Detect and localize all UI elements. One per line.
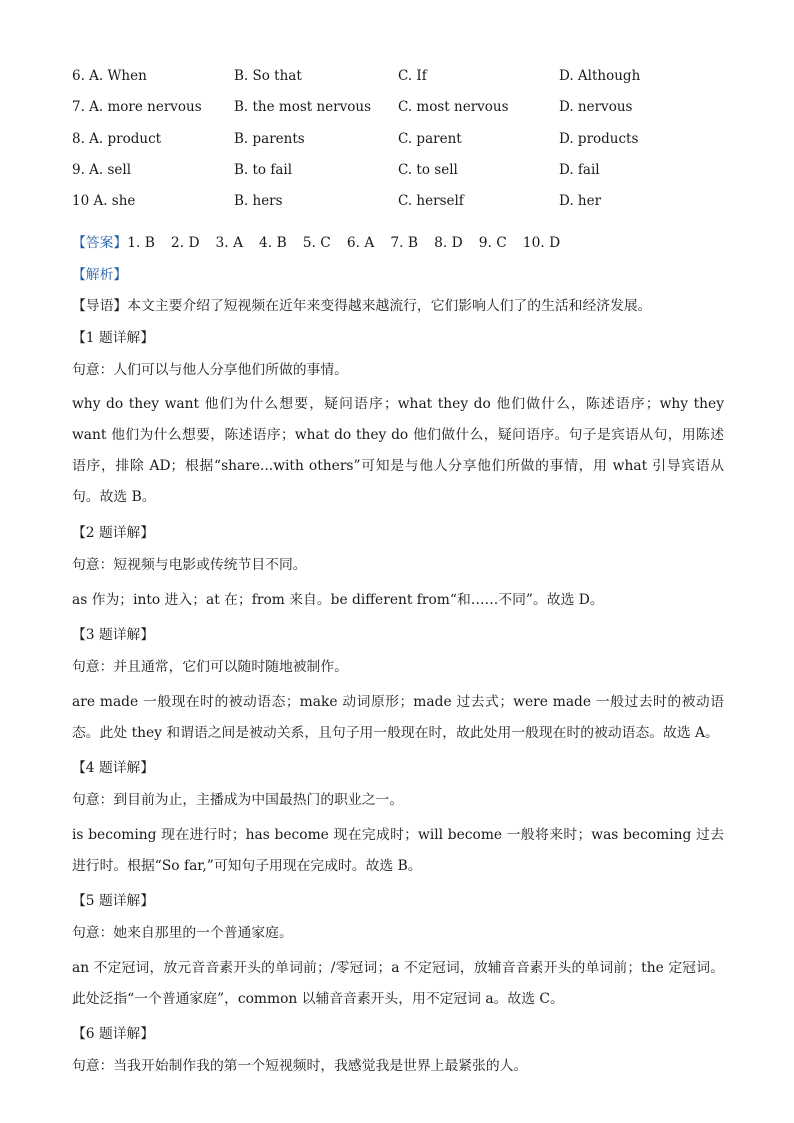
answer-item: 6. A — [346, 235, 375, 251]
detail-heading-6: 【6 题详解】 — [72, 1026, 155, 1043]
option-c: C. most nervous — [398, 99, 509, 116]
detail-meaning-1: 句意：人们可以与他人分享他们所做的事情。 — [72, 361, 348, 378]
detail-explain-2: as 作为；into 进入；at 在；from 来自。be different from“和……不同”。故选 D。 — [72, 591, 604, 608]
detail-meaning-5: 句意：她来自那里的一个普通家庭。 — [72, 925, 293, 941]
option-c: C. If — [398, 68, 427, 84]
option-list — [72, 66, 732, 222]
detail-meaning-3: 句意：并且通常，它们可以随时随地被制作。 — [72, 658, 348, 675]
answer-item: 2. D — [170, 235, 200, 251]
option-row-7 — [72, 97, 732, 128]
guide-text: 【导语】本文主要介绍了短视频在近年来变得越来越流行，它们影响人们了的生活和经济发展。 — [72, 298, 652, 315]
option-d: D. nervous — [559, 99, 633, 116]
answer-item: 1. B — [127, 235, 155, 251]
detail-explain-5: an 不定冠词，放元音音素开头的单词前；/零冠词；a 不定冠词，放辅音音素开头的单词前；the 定冠词。此处泛指“一个普通家庭”，common 以辅音音素开头，用不定冠词 a。故选 C。 — [72, 959, 724, 1007]
detail-heading-4: 【4 题详解】 — [72, 760, 155, 777]
detail-heading-3: 【3 题详解】 — [72, 627, 155, 644]
detail-meaning-6: 句意：当我开始制作我的第一个短视频时，我感觉我是世界上最紧张的人。 — [72, 1058, 528, 1075]
answer-item: 3. A — [215, 235, 244, 251]
option-a: 10 A. she — [72, 193, 136, 210]
option-a: 7. A. more nervous — [72, 99, 202, 116]
detail-explain-4: is becoming 现在进行时；has become 现在完成时；will become 一般将来时；was becoming 过去进行时。根据“So far,”可知句子用现在完成时。故选 B。 — [72, 826, 724, 874]
detail-explain-3: are made 一般现在时的被动语态；make 动词原形；made 过去式；were made 一般过去时的被动语态。此处 they 和谓语之间是被动关系，且句子用一般现在时，故此处用一般现在时的被动语态。故选 A。 — [72, 693, 724, 741]
option-d: D. her — [559, 193, 602, 210]
option-d: D. products — [559, 130, 639, 147]
option-row-8 — [72, 129, 732, 160]
option-row-9 — [72, 160, 732, 191]
option-b: B. hers — [234, 193, 283, 210]
option-d: D. Although — [559, 68, 641, 84]
option-b: B. to fail — [234, 161, 293, 178]
option-c: C. parent — [398, 130, 462, 147]
detail-heading-1: 【1 题详解】 — [72, 330, 155, 347]
option-d: D. fail — [559, 161, 600, 178]
answer-item: 5. C — [302, 235, 331, 251]
answer-item: 9. C — [478, 235, 507, 251]
detail-explain-1: why do they want 他们为什么想要，疑问语序；what they do 他们做什么，陈述语序；why they want 他们为什么想要，陈述语序；what do they do 他们做什么，疑问语序。句子是宾语从句，用陈述语序，排除 AD；根据“share...with others”可知是与他人分享他们所做的事情，用 what 引导宾语从句。故选 B。 — [72, 396, 724, 506]
detail-meaning-2: 句意：短视频与电影或传统节目不同。 — [72, 556, 307, 573]
detail-heading-2: 【2 题详解】 — [72, 525, 155, 542]
answer-line — [72, 231, 724, 255]
analysis-section — [72, 231, 724, 1086]
answer-item: 10. D — [522, 235, 561, 251]
option-a: 9. A. sell — [72, 161, 132, 178]
answer-item: 8. D — [434, 235, 463, 251]
option-c: C. herself — [398, 193, 464, 210]
detail-meaning-4: 句意：到目前为止，主播成为中国最热门的职业之一。 — [72, 791, 404, 808]
option-b: B. So that — [234, 68, 302, 84]
analysis-heading: 【解析】 — [72, 266, 128, 283]
option-b: B. parents — [234, 130, 305, 147]
option-b: B. the most nervous — [234, 99, 371, 116]
option-c: C. to sell — [398, 161, 458, 178]
option-row-10 — [72, 191, 732, 222]
answer-item: 4. B — [259, 235, 287, 251]
detail-heading-5: 【5 题详解】 — [72, 893, 155, 910]
option-a: 6. A. When — [72, 68, 147, 84]
answer-tag: 【答案】 — [72, 235, 128, 251]
option-a: 8. A. product — [72, 130, 162, 147]
answer-item: 7. B — [390, 235, 419, 251]
option-row-6 — [72, 66, 732, 97]
